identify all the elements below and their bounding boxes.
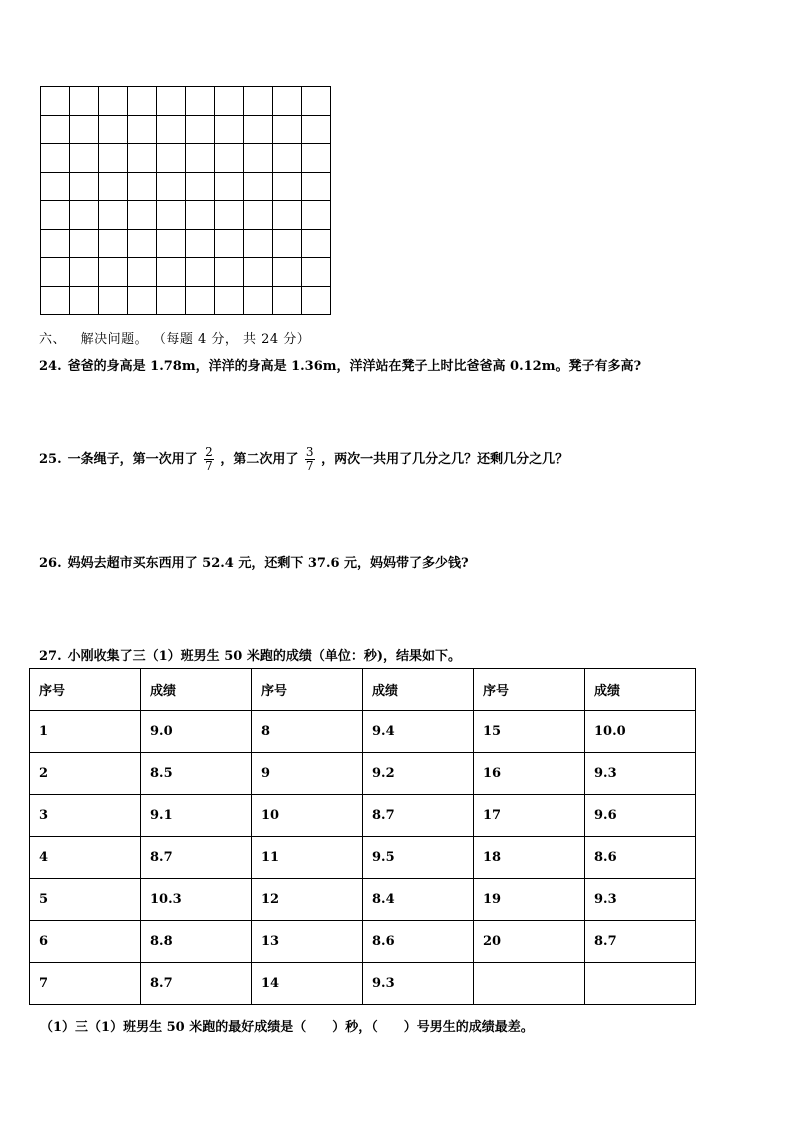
table-row xyxy=(30,963,696,1005)
cell-score: 9.3 xyxy=(585,879,696,921)
grid-cell[interactable] xyxy=(215,172,244,201)
grid-row xyxy=(41,87,331,116)
grid-cell[interactable] xyxy=(302,172,331,201)
cell-score: 9.5 xyxy=(363,837,474,879)
fraction-denominator: 7 xyxy=(305,459,314,473)
fraction-numerator: 2 xyxy=(205,445,213,459)
cell-score: 8.7 xyxy=(585,921,696,963)
grid-cell[interactable] xyxy=(128,258,157,287)
question-number: 26. xyxy=(39,556,62,571)
grid-cell[interactable] xyxy=(302,201,331,230)
section-score-note: （每题 4 分， 共 24 分） xyxy=(152,332,311,347)
grid-cell[interactable] xyxy=(99,286,128,315)
grid-cell[interactable] xyxy=(99,258,128,287)
grid-cell[interactable] xyxy=(157,115,186,144)
header-cell: 成绩 xyxy=(141,669,252,711)
grid-cell[interactable] xyxy=(99,229,128,258)
cell-number: 18 xyxy=(474,837,585,879)
sub-question-1 xyxy=(40,1016,534,1035)
question-text: 小刚收集了三（1）班男生 50 米跑的成绩（单位：秒)，结果如下。 xyxy=(67,649,461,664)
grid-cell[interactable] xyxy=(302,144,331,173)
grid-cell[interactable] xyxy=(41,229,70,258)
grid-cell[interactable] xyxy=(273,144,302,173)
cell-number: 5 xyxy=(30,879,141,921)
grid-row xyxy=(41,115,331,144)
grid-cell[interactable] xyxy=(70,286,99,315)
grid-cell[interactable] xyxy=(215,258,244,287)
grid-cell[interactable] xyxy=(244,172,273,201)
cell-number: 12 xyxy=(252,879,363,921)
section-number: 六、 xyxy=(39,332,67,347)
grid-cell[interactable] xyxy=(41,87,70,116)
fraction-denominator: 7 xyxy=(205,459,213,473)
cell-score: 8.8 xyxy=(141,921,252,963)
cell-score: 9.6 xyxy=(585,795,696,837)
question-26 xyxy=(39,552,469,571)
grid-cell[interactable] xyxy=(70,258,99,287)
grid-cell[interactable] xyxy=(244,258,273,287)
question-number: 27. xyxy=(39,649,62,664)
grid-row xyxy=(41,229,331,258)
grid-cell[interactable] xyxy=(302,115,331,144)
cell-number: 15 xyxy=(474,711,585,753)
grid-cell[interactable] xyxy=(157,144,186,173)
cell-score: 10.0 xyxy=(585,711,696,753)
grid-cell[interactable] xyxy=(157,172,186,201)
grid-cell[interactable] xyxy=(302,229,331,258)
question-text-part2: ，第二次用了 xyxy=(220,452,299,467)
question-text: 妈妈去超市买东西用了 52.4 元，还剩下 37.6 元，妈妈带了多少钱? xyxy=(67,556,469,571)
table-row xyxy=(30,837,696,879)
table-row xyxy=(30,879,696,921)
grid-cell[interactable] xyxy=(128,144,157,173)
cell-number: 17 xyxy=(474,795,585,837)
cell-number: 3 xyxy=(30,795,141,837)
grid-cell[interactable] xyxy=(186,286,215,315)
grid-row xyxy=(41,144,331,173)
cell-number: 4 xyxy=(30,837,141,879)
section-title: 解决问题。 xyxy=(80,332,149,347)
grid-cell[interactable] xyxy=(244,144,273,173)
grid-cell[interactable] xyxy=(41,201,70,230)
grid-cell[interactable] xyxy=(128,87,157,116)
grid-cell[interactable] xyxy=(215,286,244,315)
cell-score: 8.7 xyxy=(363,795,474,837)
sub-question-text-part3: ）号男生的成绩最差。 xyxy=(403,1020,534,1035)
grid-cell[interactable] xyxy=(41,258,70,287)
question-text: 爸爸的身高是 1.78m，洋洋的身高是 1.36m，洋洋站在凳子上时比爸爸高 0.12m。凳子有多高? xyxy=(67,359,642,374)
header-cell: 序号 xyxy=(30,669,141,711)
cell-score: 9.4 xyxy=(363,711,474,753)
cell-number: 10 xyxy=(252,795,363,837)
grid-cell[interactable] xyxy=(215,144,244,173)
header-cell: 序号 xyxy=(252,669,363,711)
drawing-grid xyxy=(40,86,331,315)
table-header-row xyxy=(30,669,696,711)
sub-question-text-part1: （1）三（1）班男生 50 米跑的最好成绩是（ xyxy=(40,1020,307,1035)
cell-number: 11 xyxy=(252,837,363,879)
grid-row xyxy=(41,201,331,230)
grid-cell[interactable] xyxy=(273,258,302,287)
grid-cell[interactable] xyxy=(70,201,99,230)
sub-question-text-part2: ）秒，（ xyxy=(332,1020,378,1035)
grid-row xyxy=(41,172,331,201)
grid-cell[interactable] xyxy=(186,172,215,201)
grid-cell[interactable] xyxy=(273,87,302,116)
grid-cell[interactable] xyxy=(244,229,273,258)
cell-number: 1 xyxy=(30,711,141,753)
cell-score: 9.1 xyxy=(141,795,252,837)
grid-cell[interactable] xyxy=(99,115,128,144)
grid-cell[interactable] xyxy=(186,115,215,144)
cell-score: 9.3 xyxy=(585,753,696,795)
table-row xyxy=(30,753,696,795)
cell-number: 16 xyxy=(474,753,585,795)
grid-cell[interactable] xyxy=(186,229,215,258)
cell-number: 13 xyxy=(252,921,363,963)
fraction-two-sevenths xyxy=(204,446,214,473)
grid-cell[interactable] xyxy=(302,87,331,116)
grid-cell[interactable] xyxy=(128,172,157,201)
cell-score: 8.6 xyxy=(363,921,474,963)
grid-cell[interactable] xyxy=(157,229,186,258)
header-cell: 成绩 xyxy=(363,669,474,711)
cell-score: 9.3 xyxy=(363,963,474,1005)
cell-number: 9 xyxy=(252,753,363,795)
grid-row xyxy=(41,286,331,315)
grid-cell[interactable] xyxy=(186,144,215,173)
grid-cell[interactable] xyxy=(244,87,273,116)
grid-cell[interactable] xyxy=(41,286,70,315)
question-number: 25. xyxy=(39,452,62,467)
cell-number: 6 xyxy=(30,921,141,963)
grid-cell[interactable] xyxy=(186,87,215,116)
grid-cell[interactable] xyxy=(128,201,157,230)
cell-score: 10.3 xyxy=(141,879,252,921)
cell-number: 20 xyxy=(474,921,585,963)
table-row xyxy=(30,921,696,963)
question-text-part1: 一条绳子，第一次用了 xyxy=(67,452,198,467)
header-cell: 序号 xyxy=(474,669,585,711)
grid-cell[interactable] xyxy=(41,115,70,144)
cell-number xyxy=(474,963,585,1005)
table-row xyxy=(30,711,696,753)
grid-cell[interactable] xyxy=(215,229,244,258)
fraction-three-sevenths xyxy=(305,446,315,473)
grid-cell[interactable] xyxy=(99,172,128,201)
grid-row xyxy=(41,258,331,287)
grid-cell[interactable] xyxy=(157,286,186,315)
cell-number: 7 xyxy=(30,963,141,1005)
grid-cell[interactable] xyxy=(273,286,302,315)
grid-cell[interactable] xyxy=(70,87,99,116)
cell-number: 19 xyxy=(474,879,585,921)
section-heading xyxy=(39,328,310,347)
grid-cell[interactable] xyxy=(99,144,128,173)
grid-cell[interactable] xyxy=(128,229,157,258)
question-24 xyxy=(39,355,641,374)
grid-cell[interactable] xyxy=(41,144,70,173)
score-table xyxy=(29,668,696,1005)
grid-cell[interactable] xyxy=(273,115,302,144)
question-27 xyxy=(39,645,461,664)
grid-cell[interactable] xyxy=(99,201,128,230)
cell-score: 8.7 xyxy=(141,963,252,1005)
grid-cell[interactable] xyxy=(215,87,244,116)
grid-cell[interactable] xyxy=(70,144,99,173)
cell-number: 2 xyxy=(30,753,141,795)
question-number: 24. xyxy=(39,359,62,374)
grid-cell[interactable] xyxy=(244,201,273,230)
grid-cell[interactable] xyxy=(186,201,215,230)
grid-cell[interactable] xyxy=(70,115,99,144)
grid-cell[interactable] xyxy=(128,115,157,144)
grid-cell[interactable] xyxy=(302,286,331,315)
grid-cell[interactable] xyxy=(128,286,157,315)
cell-score: 8.7 xyxy=(141,837,252,879)
grid-cell[interactable] xyxy=(215,115,244,144)
cell-score: 8.5 xyxy=(141,753,252,795)
header-cell: 成绩 xyxy=(585,669,696,711)
cell-number: 8 xyxy=(252,711,363,753)
fraction-numerator: 3 xyxy=(305,445,314,459)
grid-cell[interactable] xyxy=(273,201,302,230)
grid-cell[interactable] xyxy=(302,258,331,287)
cell-score: 9.0 xyxy=(141,711,252,753)
grid-cell[interactable] xyxy=(41,172,70,201)
grid-cell[interactable] xyxy=(157,258,186,287)
grid-cell[interactable] xyxy=(244,115,273,144)
cell-score: 9.2 xyxy=(363,753,474,795)
grid-cell[interactable] xyxy=(215,201,244,230)
question-text-part3: ，两次一共用了几分之几？还剩几分之几？ xyxy=(321,452,569,467)
grid-cell[interactable] xyxy=(186,258,215,287)
cell-score: 8.4 xyxy=(363,879,474,921)
grid-cell[interactable] xyxy=(244,286,273,315)
grid-cell[interactable] xyxy=(273,229,302,258)
question-25 xyxy=(39,446,568,473)
grid-cell[interactable] xyxy=(70,229,99,258)
grid-cell[interactable] xyxy=(70,172,99,201)
cell-number: 14 xyxy=(252,963,363,1005)
grid-cell[interactable] xyxy=(157,201,186,230)
grid-cell[interactable] xyxy=(273,172,302,201)
table-row xyxy=(30,795,696,837)
cell-score: 8.6 xyxy=(585,837,696,879)
cell-score xyxy=(585,963,696,1005)
grid-cell[interactable] xyxy=(99,87,128,116)
grid-cell[interactable] xyxy=(157,87,186,116)
